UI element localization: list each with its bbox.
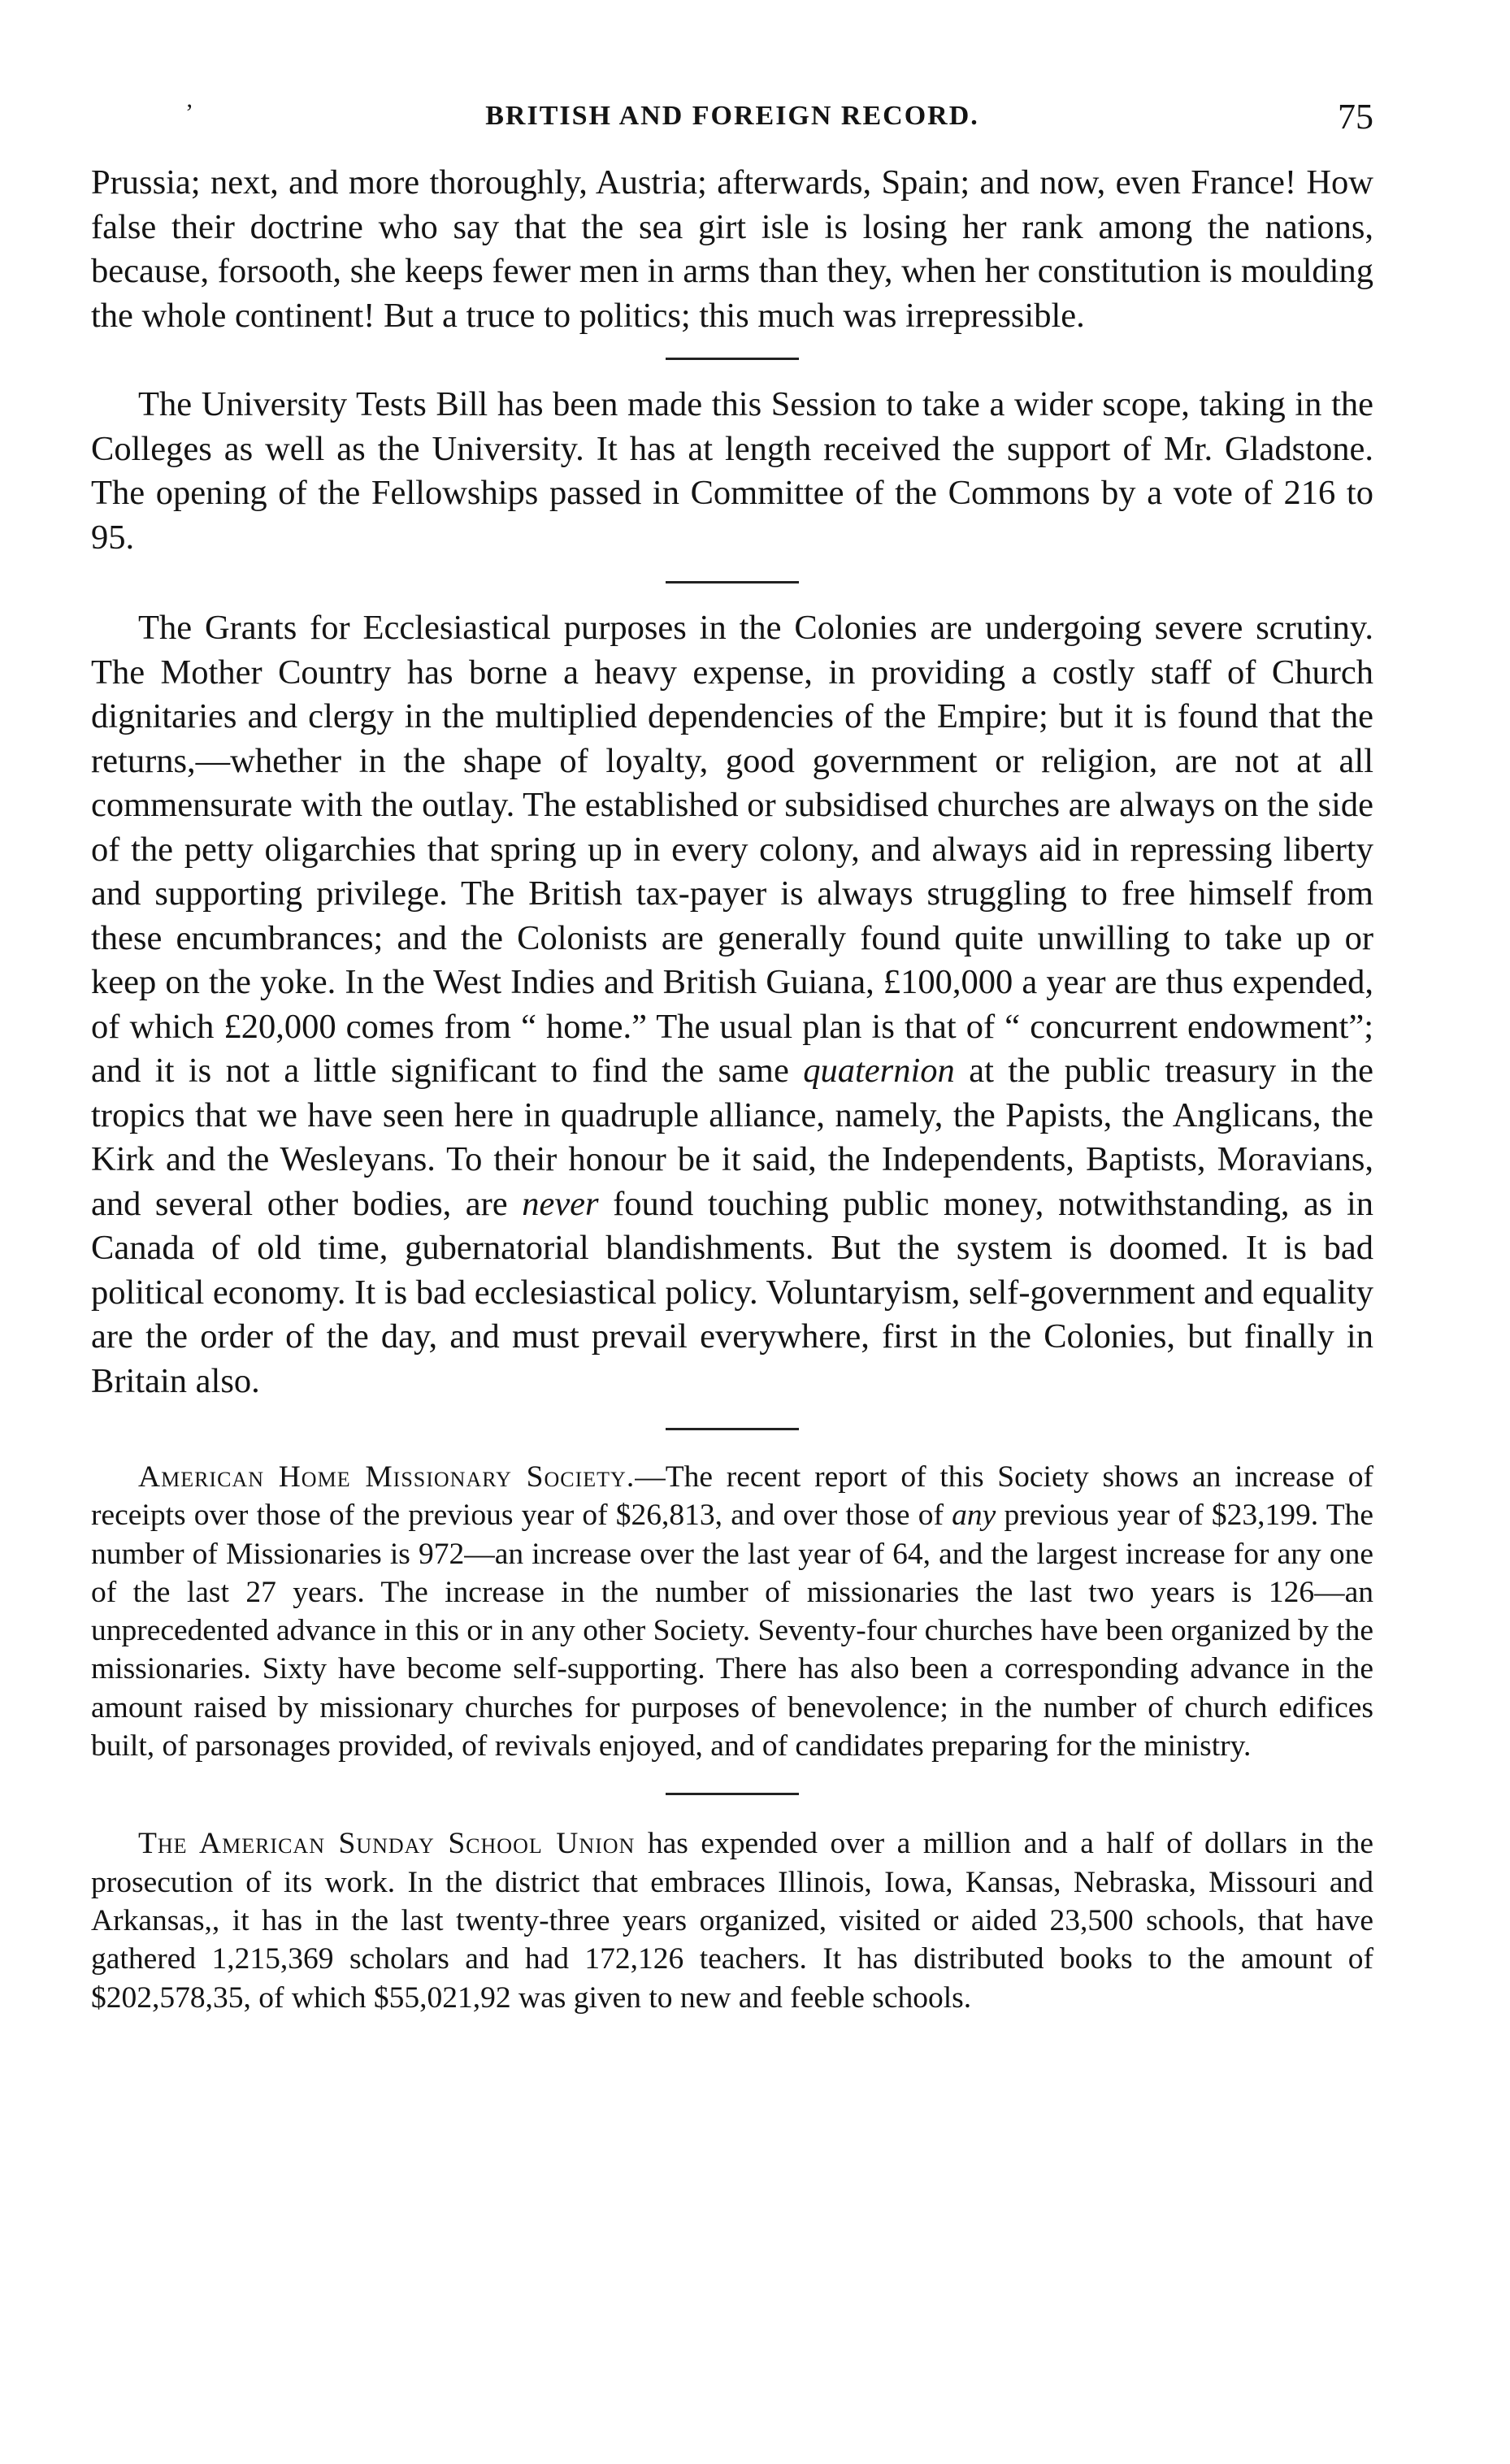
header-mark: ’ [185, 99, 195, 126]
never-italic: never [522, 1184, 599, 1223]
ecclesiastical-grants-text-3: found touching public money, notwithstanding, as in Canada of old time, gubernatorial blandishments. But the system is doomed. It is bad political economy. It is bad ecclesiastical policy. Voluntaryism, self-government and equality are the order of the day, and must prevail everywhere, first in the Colonies, but finally in Britain also. [91, 1184, 1374, 1400]
home-missionary-heading: American Home Missionary Society. [138, 1460, 636, 1494]
ecclesiastical-grants-text-2: at the public treasury in the tropics that we have seen here in quadruple alliance, namely, the Papists, the Anglicans, the Kirk and the Wesleyans. To their honour be it said, the Independents, Baptists, Moravians, and several other bodies, are [91, 1052, 1374, 1223]
sunday-school-heading: The American Sunday School Union [138, 1827, 636, 1861]
section-divider [666, 581, 799, 583]
ecclesiastical-grants-text-1: The Grants for Ecclesiastical purposes in the Colonies are undergoing severe scrutiny. The Mother Country has borne a heavy expense, in providing a costly staff of Church dignitaries and clergy in the multiplied dependencies of the Empire; but it is found that the returns,—whether in the shape of loyalty, good government or religion, are not at all commensurate with the outlay. The established or subsidised churches are always on the side of the petty oligarchies that spring up in every colony, and always aid in repressing liberty and supporting privilege. The British tax-payer is always struggling to free himself from these encumbrances; and the Colonists are generally found quite unwilling to take up or keep on the yoke. In the West Indies and British Guiana, £100,000 a year are thus expended, of which £20,000 comes from “ home.” The usual plan is that of “ concurrent endowment”; and it is not a little significant to find the same [91, 609, 1373, 1090]
paragraph-home-missionary-society [91, 1458, 1373, 1765]
page-number: 75 [1338, 97, 1373, 137]
home-missionary-text-1: —The recent report of this Society shows an increase of receipts over those of the previous year of $26,813, and over those of [91, 1460, 1373, 1533]
section-divider [666, 1793, 799, 1795]
page-header [91, 96, 1373, 145]
running-title: BRITISH AND FOREIGN RECORD. [485, 101, 979, 131]
paragraph-politics-continuation: Prussia; next, and more thoroughly, Austria; afterwards, Spain; and now, even France! How false their doctrine who say that the sea girt isle is losing her rank among the nations, because, forsooth, she keeps fewer men in arms than they, when her constitution is moulding the whole continent! But a truce to politics; this much was irrepressible. [91, 163, 1373, 335]
paragraph-university-tests-bill: The University Tests Bill has been made this Session to take a wider scope, taking in the Colleges as well as the University. It has at length received the support of Mr. Gladstone. The opening of the Fellowships passed in Committee of the Commons by a vote of 216 to 95. [91, 385, 1373, 557]
any-italic: any [952, 1499, 996, 1533]
paragraph-ecclesiastical-grants [91, 606, 1373, 1403]
document-page [91, 96, 1373, 2017]
section-divider [666, 1428, 799, 1430]
section-divider [666, 358, 799, 360]
paragraph-sunday-school-union [91, 1824, 1373, 2016]
quaternion-italic: quaternion [803, 1052, 955, 1090]
sunday-school-text: has expended over a million and a half of dollars in the prosecution of its work. In the district that embraces Illinois, Iowa, Kansas, Nebraska, Missouri and Arkansas,, it has in the last twenty-three years organized, visited or aided 23,500 schools, that have gathered 1,215,369 scholars and had 172,126 teachers. It has distributed books to the amount of $202,578,35, of which $55,021,92 was given to new and feeble schools. [91, 1827, 1374, 2015]
home-missionary-text-2: previous year of $23,199. The number of Missionaries is 972—an increase over the last year of 64, and the largest increase for any one of the last 27 years. The increase in the number of missionaries the last two years is 126—an unprecedented advance in this or in any other Society. Seventy-four churches have been organized by the missionaries. Sixty have become self-supporting. There has also been a corresponding advance in the amount raised by missionary churches for purposes of benevolence; in the number of church edifices built, of parsonages provided, of revivals enjoyed, and of candidates preparing for the ministry. [91, 1499, 1373, 1763]
